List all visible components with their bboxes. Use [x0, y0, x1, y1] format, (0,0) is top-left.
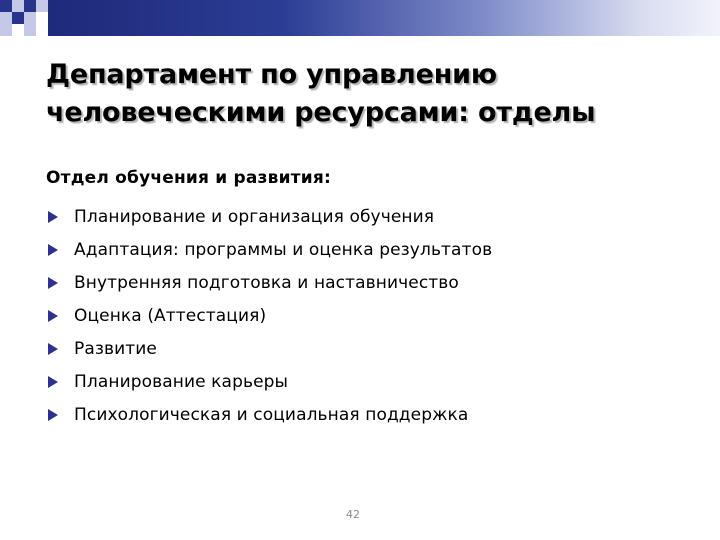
section-heading: Отдел обучения и развития: [46, 168, 331, 188]
bullet-list [46, 200, 492, 431]
header-square-decoration [36, 0, 48, 12]
header-square-decoration [12, 0, 24, 12]
list-item [46, 233, 492, 266]
slide-title-line: человеческими ресурсами: отделы [46, 97, 596, 128]
triangle-bullet-icon [48, 244, 58, 256]
triangle-bullet-icon [48, 343, 58, 355]
list-item [46, 398, 492, 431]
list-item-text: Развитие [74, 338, 157, 359]
header-square-decoration [24, 12, 36, 24]
triangle-bullet-icon [48, 211, 58, 223]
triangle-bullet-icon [48, 409, 58, 421]
list-item-text: Внутренняя подготовка и наставничество [74, 272, 459, 293]
header-band-decoration [48, 0, 720, 36]
list-item [46, 332, 492, 365]
list-item [46, 266, 492, 299]
list-item [46, 200, 492, 233]
list-item [46, 299, 492, 332]
list-item [46, 365, 492, 398]
header-square-decoration [0, 0, 12, 12]
list-item-text: Адаптация: программы и оценка результатов [74, 239, 493, 260]
triangle-bullet-icon [48, 310, 58, 322]
header-square-decoration [0, 24, 12, 36]
header-square-decoration [0, 12, 12, 24]
slide-title-line: Департамент по управлению [46, 59, 497, 90]
list-item-text: Психологическая и социальная поддержка [74, 404, 469, 425]
header-square-decoration [12, 12, 24, 24]
list-item-text: Планирование и организация обучения [74, 206, 435, 227]
list-item-text: Планирование карьеры [74, 371, 289, 392]
header-square-decoration [24, 24, 36, 36]
page-number: 42 [346, 508, 360, 521]
triangle-bullet-icon [48, 376, 58, 388]
slide-title [46, 56, 686, 132]
header-square-decoration [24, 0, 36, 12]
triangle-bullet-icon [48, 277, 58, 289]
list-item-text: Оценка (Аттестация) [74, 305, 267, 326]
